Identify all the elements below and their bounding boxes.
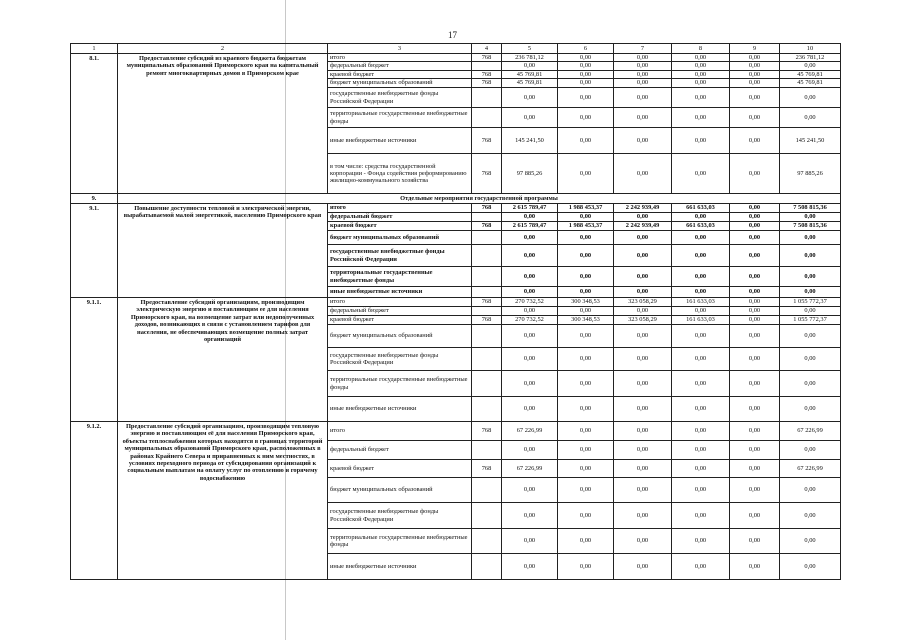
amount-cell: 0,00 — [558, 371, 614, 397]
amount-cell: 0,00 — [780, 478, 841, 503]
amount-cell: 0,00 — [780, 267, 841, 287]
amount-cell: 0,00 — [558, 128, 614, 154]
amount-cell: 0,00 — [780, 307, 841, 316]
row-id: 9.1. — [71, 204, 118, 298]
funding-source: краевой бюджет — [328, 460, 472, 478]
amount-cell: 0,00 — [672, 307, 730, 316]
amount-cell: 0,00 — [780, 554, 841, 580]
amount-cell: 45 769,81 — [780, 70, 841, 78]
column-header: 3 — [328, 44, 472, 54]
amount-cell: 0,00 — [614, 554, 672, 580]
funding-source: краевой бюджет — [328, 70, 472, 78]
amount-cell: 145 241,50 — [502, 128, 558, 154]
amount-cell: 0,00 — [614, 213, 672, 222]
amount-cell: 0,00 — [614, 478, 672, 503]
amount-cell: 0,00 — [502, 503, 558, 529]
amount-cell: 0,00 — [614, 460, 672, 478]
amount-cell: 0,00 — [730, 231, 780, 245]
amount-cell: 67 226,99 — [780, 422, 841, 441]
amount-cell: 1 055 772,37 — [780, 316, 841, 325]
amount-cell: 97 885,26 — [780, 154, 841, 194]
amount-cell: 0,00 — [558, 267, 614, 287]
amount-cell: 0,00 — [730, 54, 780, 62]
amount-cell: 0,00 — [614, 503, 672, 529]
amount-cell: 0,00 — [730, 222, 780, 231]
amount-cell: 0,00 — [502, 287, 558, 298]
amount-cell: 0,00 — [730, 441, 780, 460]
funding-source: краевой бюджет — [328, 316, 472, 325]
amount-cell: 0,00 — [730, 348, 780, 371]
funding-source: итого — [328, 204, 472, 213]
amount-cell: 0,00 — [502, 267, 558, 287]
amount-cell: 1 055 772,37 — [780, 298, 841, 307]
budget-code: 768 — [472, 316, 502, 325]
amount-cell: 0,00 — [614, 70, 672, 78]
amount-cell: 0,00 — [672, 79, 730, 88]
amount-cell: 661 633,03 — [672, 222, 730, 231]
amount-cell: 0,00 — [558, 478, 614, 503]
column-header: 10 — [780, 44, 841, 54]
page-number: 17 — [448, 30, 457, 40]
amount-cell: 0,00 — [558, 397, 614, 422]
table-row — [71, 422, 841, 441]
amount-cell: 0,00 — [672, 460, 730, 478]
amount-cell: 0,00 — [614, 371, 672, 397]
amount-cell: 0,00 — [614, 441, 672, 460]
amount-cell: 67 226,99 — [780, 460, 841, 478]
amount-cell: 0,00 — [502, 245, 558, 267]
funding-source: федеральный бюджет — [328, 307, 472, 316]
amount-cell: 0,00 — [672, 245, 730, 267]
amount-cell: 0,00 — [730, 213, 780, 222]
amount-cell: 0,00 — [672, 128, 730, 154]
amount-cell: 300 348,53 — [558, 316, 614, 325]
amount-cell: 0,00 — [730, 88, 780, 108]
amount-cell: 236 781,12 — [502, 54, 558, 62]
amount-cell: 0,00 — [558, 503, 614, 529]
amount-cell: 0,00 — [730, 108, 780, 128]
amount-cell: 0,00 — [614, 348, 672, 371]
amount-cell: 0,00 — [502, 397, 558, 422]
budget-code: 768 — [472, 154, 502, 194]
row-description: Предоставление субсидий организациям, производящим электрическую энергию и поставляющим ее для населения Приморского края, на возмещение затрат или недополученных доходов, возникающих в связи с установлением тарифов для населения, не обеспечивающих возмещение полных затрат организаций — [118, 298, 328, 422]
amount-cell: 2 242 939,49 — [614, 222, 672, 231]
amount-cell: 0,00 — [672, 154, 730, 194]
amount-cell: 0,00 — [730, 325, 780, 348]
amount-cell: 161 633,03 — [672, 298, 730, 307]
amount-cell: 0,00 — [672, 554, 730, 580]
funding-source: государственные внебюджетные фонды Российской Федерации — [328, 348, 472, 371]
budget-code — [472, 108, 502, 128]
amount-cell: 0,00 — [730, 154, 780, 194]
amount-cell: 323 058,29 — [614, 316, 672, 325]
amount-cell: 0,00 — [502, 554, 558, 580]
amount-cell: 0,00 — [502, 62, 558, 70]
amount-cell: 0,00 — [558, 529, 614, 554]
amount-cell: 0,00 — [502, 213, 558, 222]
amount-cell: 0,00 — [780, 397, 841, 422]
amount-cell: 97 885,26 — [502, 154, 558, 194]
amount-cell: 0,00 — [502, 325, 558, 348]
amount-cell: 300 348,53 — [558, 298, 614, 307]
budget-code — [472, 267, 502, 287]
budget-code — [472, 371, 502, 397]
budget-code — [472, 503, 502, 529]
amount-cell: 0,00 — [614, 287, 672, 298]
amount-cell: 0,00 — [730, 287, 780, 298]
budget-code — [472, 397, 502, 422]
amount-cell: 0,00 — [614, 529, 672, 554]
amount-cell: 0,00 — [614, 128, 672, 154]
amount-cell: 0,00 — [672, 54, 730, 62]
funding-source: иные внебюджетные источники — [328, 287, 472, 298]
funding-source: иные внебюджетные источники — [328, 128, 472, 154]
budget-code — [472, 325, 502, 348]
amount-cell: 0,00 — [672, 88, 730, 108]
amount-cell: 0,00 — [558, 70, 614, 78]
amount-cell: 0,00 — [780, 503, 841, 529]
row-description: Предоставление субсидий организациям, производящим тепловую энергию и поставляющим её для населения Приморского края, объекты теплоснабжения которых находятся в границах территорий муниципальных образований Приморского края, расположенных в районах Крайнего Севера и приравненных к ним местностях, в условиях переходного периода от субсидирования организаций к социальным выплатам на оплату услуг по отоплению и горячему водоснабжению — [118, 422, 328, 580]
funding-source: территориальные государственные внебюджетные фонды — [328, 267, 472, 287]
budget-code: 768 — [472, 222, 502, 231]
amount-cell: 0,00 — [614, 307, 672, 316]
amount-cell: 0,00 — [614, 108, 672, 128]
amount-cell: 0,00 — [614, 79, 672, 88]
amount-cell: 0,00 — [614, 267, 672, 287]
amount-cell: 0,00 — [558, 287, 614, 298]
amount-cell: 0,00 — [558, 441, 614, 460]
amount-cell: 161 633,03 — [672, 316, 730, 325]
amount-cell: 0,00 — [780, 108, 841, 128]
amount-cell: 0,00 — [730, 478, 780, 503]
amount-cell: 0,00 — [558, 231, 614, 245]
amount-cell: 0,00 — [558, 213, 614, 222]
funding-source: итого — [328, 422, 472, 441]
column-header: 6 — [558, 44, 614, 54]
budget-code — [472, 62, 502, 70]
row-description: Повышение доступности тепловой и электрической энергии, вырабатываемой малой энергетикой, населению Приморского края — [118, 204, 328, 298]
amount-cell: 0,00 — [730, 316, 780, 325]
amount-cell: 67 226,99 — [502, 460, 558, 478]
funding-source: федеральный бюджет — [328, 441, 472, 460]
amount-cell: 0,00 — [672, 397, 730, 422]
column-header: 2 — [118, 44, 328, 54]
row-id: 9.1.2. — [71, 422, 118, 580]
budget-code — [472, 441, 502, 460]
amount-cell: 0,00 — [730, 267, 780, 287]
table-row — [71, 204, 841, 213]
amount-cell: 145 241,50 — [780, 128, 841, 154]
amount-cell: 0,00 — [558, 554, 614, 580]
amount-cell: 0,00 — [730, 307, 780, 316]
amount-cell: 0,00 — [672, 70, 730, 78]
amount-cell: 270 732,52 — [502, 298, 558, 307]
amount-cell: 0,00 — [614, 245, 672, 267]
amount-cell: 270 732,52 — [502, 316, 558, 325]
amount-cell: 0,00 — [614, 397, 672, 422]
column-header: 5 — [502, 44, 558, 54]
amount-cell: 0,00 — [730, 422, 780, 441]
funding-source: итого — [328, 54, 472, 62]
amount-cell: 0,00 — [730, 128, 780, 154]
row-id: 9.1.1. — [71, 298, 118, 422]
budget-code — [472, 245, 502, 267]
amount-cell: 0,00 — [502, 478, 558, 503]
amount-cell: 0,00 — [780, 441, 841, 460]
amount-cell: 0,00 — [672, 287, 730, 298]
funding-source: в том числе: средства государственной корпорации - Фонда содействия реформированию жилищно-коммунального хозяйства — [328, 154, 472, 194]
amount-cell: 0,00 — [672, 62, 730, 70]
funding-source: территориальные государственные внебюджетные фонды — [328, 108, 472, 128]
amount-cell: 0,00 — [558, 325, 614, 348]
amount-cell: 0,00 — [780, 88, 841, 108]
budget-code: 768 — [472, 54, 502, 62]
amount-cell: 0,00 — [558, 108, 614, 128]
funding-source: государственные внебюджетные фонды Российской Федерации — [328, 88, 472, 108]
amount-cell: 323 058,29 — [614, 298, 672, 307]
amount-cell: 0,00 — [780, 213, 841, 222]
amount-cell: 0,00 — [614, 325, 672, 348]
funding-source: бюджет муниципальных образований — [328, 231, 472, 245]
amount-cell: 0,00 — [502, 231, 558, 245]
amount-cell: 1 988 453,37 — [558, 222, 614, 231]
row-id: 8.1. — [71, 54, 118, 194]
funding-source: бюджет муниципальных образований — [328, 478, 472, 503]
column-header: 8 — [672, 44, 730, 54]
header-row — [71, 44, 841, 54]
funding-source: итого — [328, 298, 472, 307]
budget-code: 768 — [472, 204, 502, 213]
amount-cell: 67 226,99 — [502, 422, 558, 441]
budget-code — [472, 348, 502, 371]
amount-cell: 0,00 — [558, 348, 614, 371]
amount-cell: 0,00 — [502, 348, 558, 371]
amount-cell: 0,00 — [502, 307, 558, 316]
amount-cell: 0,00 — [780, 287, 841, 298]
amount-cell: 0,00 — [780, 231, 841, 245]
amount-cell: 45 769,81 — [502, 70, 558, 78]
amount-cell: 0,00 — [780, 529, 841, 554]
budget-code — [472, 307, 502, 316]
column-header: 7 — [614, 44, 672, 54]
funding-source: федеральный бюджет — [328, 213, 472, 222]
amount-cell: 0,00 — [558, 62, 614, 70]
table-body — [71, 44, 841, 580]
amount-cell: 0,00 — [558, 154, 614, 194]
amount-cell: 0,00 — [780, 62, 841, 70]
amount-cell: 0,00 — [780, 371, 841, 397]
budget-code — [472, 231, 502, 245]
amount-cell: 0,00 — [614, 231, 672, 245]
table-row — [71, 54, 841, 62]
amount-cell: 0,00 — [614, 154, 672, 194]
budget-code — [472, 287, 502, 298]
amount-cell: 0,00 — [730, 529, 780, 554]
budget-code: 768 — [472, 298, 502, 307]
amount-cell: 0,00 — [672, 108, 730, 128]
amount-cell: 0,00 — [502, 88, 558, 108]
funding-source: бюджет муниципальных образований — [328, 325, 472, 348]
amount-cell: 0,00 — [730, 397, 780, 422]
amount-cell: 0,00 — [730, 554, 780, 580]
amount-cell: 0,00 — [614, 54, 672, 62]
row-description: Предоставление субсидий из краевого бюджета бюджетам муниципальных образований Приморского края на капитальный ремонт многоквартирных домов в Приморском крае — [118, 54, 328, 194]
amount-cell: 661 633,03 — [672, 204, 730, 213]
funding-source: территориальные государственные внебюджетные фонды — [328, 529, 472, 554]
amount-cell: 0,00 — [780, 245, 841, 267]
amount-cell: 0,00 — [558, 54, 614, 62]
amount-cell: 1 988 453,37 — [558, 204, 614, 213]
amount-cell: 0,00 — [558, 88, 614, 108]
amount-cell: 0,00 — [502, 441, 558, 460]
budget-code: 768 — [472, 70, 502, 78]
amount-cell: 0,00 — [558, 79, 614, 88]
budget-code — [472, 88, 502, 108]
amount-cell: 0,00 — [672, 348, 730, 371]
amount-cell: 0,00 — [614, 62, 672, 70]
budget-table — [70, 43, 841, 580]
section-title: Отдельные мероприятия государственной программы — [118, 194, 841, 204]
amount-cell: 0,00 — [558, 245, 614, 267]
amount-cell: 7 508 815,36 — [780, 204, 841, 213]
amount-cell: 2 615 789,47 — [502, 222, 558, 231]
amount-cell: 45 769,81 — [780, 79, 841, 88]
amount-cell: 0,00 — [614, 88, 672, 108]
amount-cell: 0,00 — [672, 503, 730, 529]
amount-cell: 236 781,12 — [780, 54, 841, 62]
amount-cell: 0,00 — [502, 108, 558, 128]
amount-cell: 0,00 — [502, 371, 558, 397]
amount-cell: 0,00 — [672, 478, 730, 503]
amount-cell: 0,00 — [558, 422, 614, 441]
amount-cell: 0,00 — [672, 267, 730, 287]
section-row — [71, 194, 841, 204]
column-header: 4 — [472, 44, 502, 54]
amount-cell: 0,00 — [730, 371, 780, 397]
amount-cell: 0,00 — [780, 325, 841, 348]
funding-source: федеральный бюджет — [328, 62, 472, 70]
budget-code: 768 — [472, 460, 502, 478]
amount-cell: 45 769,81 — [502, 79, 558, 88]
amount-cell: 0,00 — [780, 348, 841, 371]
funding-source: иные внебюджетные источники — [328, 554, 472, 580]
amount-cell: 0,00 — [730, 298, 780, 307]
column-header: 9 — [730, 44, 780, 54]
column-header: 1 — [71, 44, 118, 54]
amount-cell: 0,00 — [672, 529, 730, 554]
amount-cell: 0,00 — [730, 245, 780, 267]
amount-cell: 0,00 — [672, 231, 730, 245]
funding-source: государственные внебюджетные фонды Российской Федерации — [328, 245, 472, 267]
amount-cell: 7 508 815,36 — [780, 222, 841, 231]
amount-cell: 0,00 — [672, 371, 730, 397]
funding-source: территориальные государственные внебюджетные фонды — [328, 371, 472, 397]
amount-cell: 0,00 — [730, 70, 780, 78]
budget-code: 768 — [472, 422, 502, 441]
amount-cell: 0,00 — [730, 62, 780, 70]
amount-cell: 0,00 — [502, 529, 558, 554]
amount-cell: 0,00 — [558, 307, 614, 316]
amount-cell: 2 242 939,49 — [614, 204, 672, 213]
amount-cell: 2 615 789,47 — [502, 204, 558, 213]
table-row — [71, 298, 841, 307]
funding-source: бюджет муниципальных образований — [328, 79, 472, 88]
budget-code — [472, 478, 502, 503]
funding-source: государственные внебюджетные фонды Российской Федерации — [328, 503, 472, 529]
amount-cell: 0,00 — [730, 79, 780, 88]
amount-cell: 0,00 — [730, 204, 780, 213]
funding-source: иные внебюджетные источники — [328, 397, 472, 422]
amount-cell: 0,00 — [558, 460, 614, 478]
budget-code: 768 — [472, 79, 502, 88]
budget-code — [472, 529, 502, 554]
funding-source: краевой бюджет — [328, 222, 472, 231]
section-id: 9. — [71, 194, 118, 204]
amount-cell: 0,00 — [672, 325, 730, 348]
amount-cell: 0,00 — [672, 213, 730, 222]
budget-code — [472, 554, 502, 580]
amount-cell: 0,00 — [614, 422, 672, 441]
amount-cell: 0,00 — [672, 441, 730, 460]
amount-cell: 0,00 — [672, 422, 730, 441]
amount-cell: 0,00 — [730, 460, 780, 478]
budget-code: 768 — [472, 128, 502, 154]
amount-cell: 0,00 — [730, 503, 780, 529]
budget-code — [472, 213, 502, 222]
